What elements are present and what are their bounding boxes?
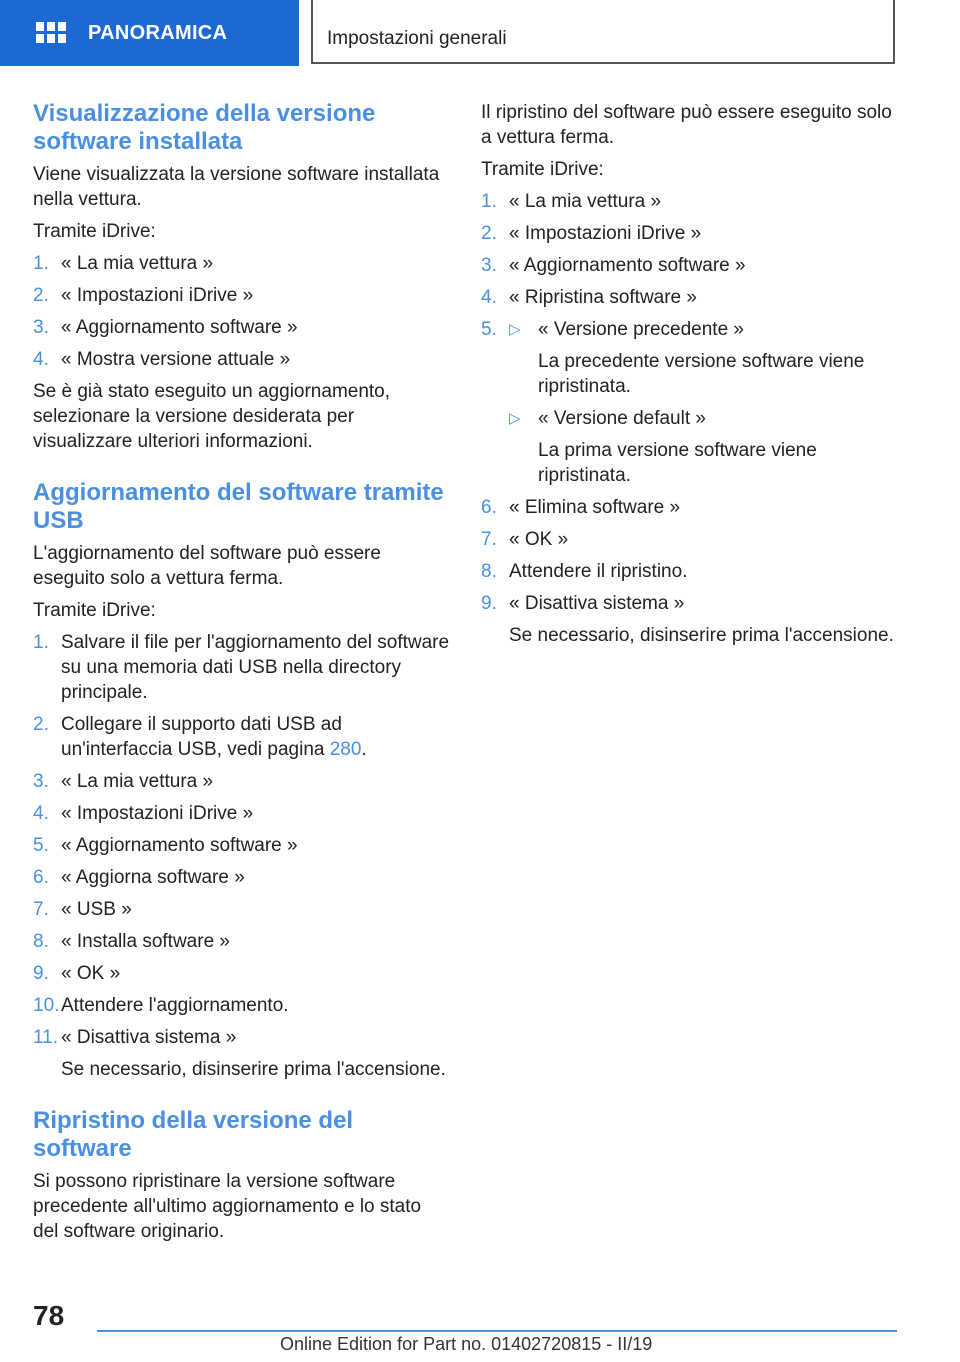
steps-list [481, 189, 901, 648]
list-item: 7. « OK » [481, 529, 569, 550]
paragraph: Tramite iDrive: [33, 600, 156, 621]
page-link[interactable]: 280 [329, 739, 362, 760]
paragraph: Si possono ripristinare la versione software precedente all'ultimo aggiornamento e lo stato del software originario. [33, 1171, 422, 1242]
list-item: 1. « La mia vettura » [481, 191, 662, 212]
list-item: 6. « Elimina software » [481, 497, 681, 518]
option-item: ▷ « Versione default » La prima versione software viene ripristinata. [509, 408, 817, 486]
left-column [33, 100, 451, 1251]
paragraph: Se è già stato eseguito un aggiornamento, selezionare la versione desiderata per visualizzare ulteriori informazioni. [33, 381, 391, 452]
list-item: 5. ▷ « Versione precedente » La precedente versione software viene ripristinata. ▷ « Versione default » La prima versione software viene ripristinata. [481, 317, 901, 488]
list-item: 3. « La mia vettura » [33, 771, 214, 792]
list-item: 9. « Disattiva sistema » Se necessario, disinserire prima l'accensione. [481, 593, 894, 646]
steps-list [33, 630, 451, 1082]
paragraph: L'aggiornamento del software può essere eseguito solo a vettura ferma. [33, 543, 381, 589]
paragraph: Viene visualizzata la versione software installata nella vettura. [33, 164, 440, 210]
section-title: Impostazioni generali [327, 28, 507, 49]
heading-restore-version: Ripristino della versione del software [33, 1107, 354, 1162]
paragraph: Il ripristino del software può essere eseguito solo a vettura ferma. [481, 102, 892, 148]
heading-usb-update: Aggiornamento del software tramite USB [33, 479, 444, 534]
list-item: 8. Attendere il ripristino. [481, 561, 688, 582]
page-number: 78 [33, 1300, 65, 1331]
footer-divider [97, 1330, 897, 1332]
triangle-bullet-icon: ▷ [509, 321, 521, 338]
list-item: 1. « La mia vettura » [33, 253, 214, 274]
list-item: 7. « USB » [33, 899, 132, 920]
edition-text: Online Edition for Part no. 01402720815 - II/19 [280, 1334, 653, 1354]
list-item: 10. Attendere l'aggiornamento. [33, 995, 289, 1016]
right-column [481, 100, 901, 655]
grid-menu-icon [36, 22, 66, 44]
paragraph: Tramite iDrive: [481, 159, 604, 180]
list-item: 9. « OK » [33, 963, 121, 984]
paragraph: Tramite iDrive: [33, 221, 156, 242]
list-item: 5. « Aggiornamento software » [33, 835, 298, 856]
list-item: 2. « Impostazioni iDrive » [33, 285, 254, 306]
page-header [0, 0, 960, 66]
list-item: 4. « Mostra versione attuale » [33, 349, 291, 370]
list-item: 6. « Aggiorna software » [33, 867, 245, 888]
list-item: 1. Salvare il file per l'aggiornamento del software su una memoria dati USB nella directory principale. [33, 632, 450, 703]
list-item: 3. « Aggiornamento software » [33, 317, 298, 338]
list-item: 2. Collegare il supporto dati USB ad un'interfaccia USB, vedi pagina 280. [33, 714, 367, 760]
list-item: 11. « Disattiva sistema » Se necessario, disinserire prima l'accensione. [33, 1027, 446, 1080]
list-item: 3. « Aggiornamento software » [481, 255, 746, 276]
panorama-tab[interactable] [0, 0, 299, 66]
list-item: 2. « Impostazioni iDrive » [481, 223, 702, 244]
option-item: ▷ « Versione precedente » La precedente versione software viene ripristinata. [509, 319, 865, 397]
heading-installed-version: Visualizzazione della versione software installata [33, 100, 376, 155]
triangle-bullet-icon: ▷ [509, 410, 521, 427]
list-item: 8. « Installa software » [33, 931, 230, 952]
list-item: 4. « Ripristina software » [481, 287, 697, 308]
panorama-label: PANORAMICA [88, 21, 228, 44]
list-item: 4. « Impostazioni iDrive » [33, 803, 254, 824]
steps-list [33, 251, 451, 372]
section-header [311, 0, 895, 64]
